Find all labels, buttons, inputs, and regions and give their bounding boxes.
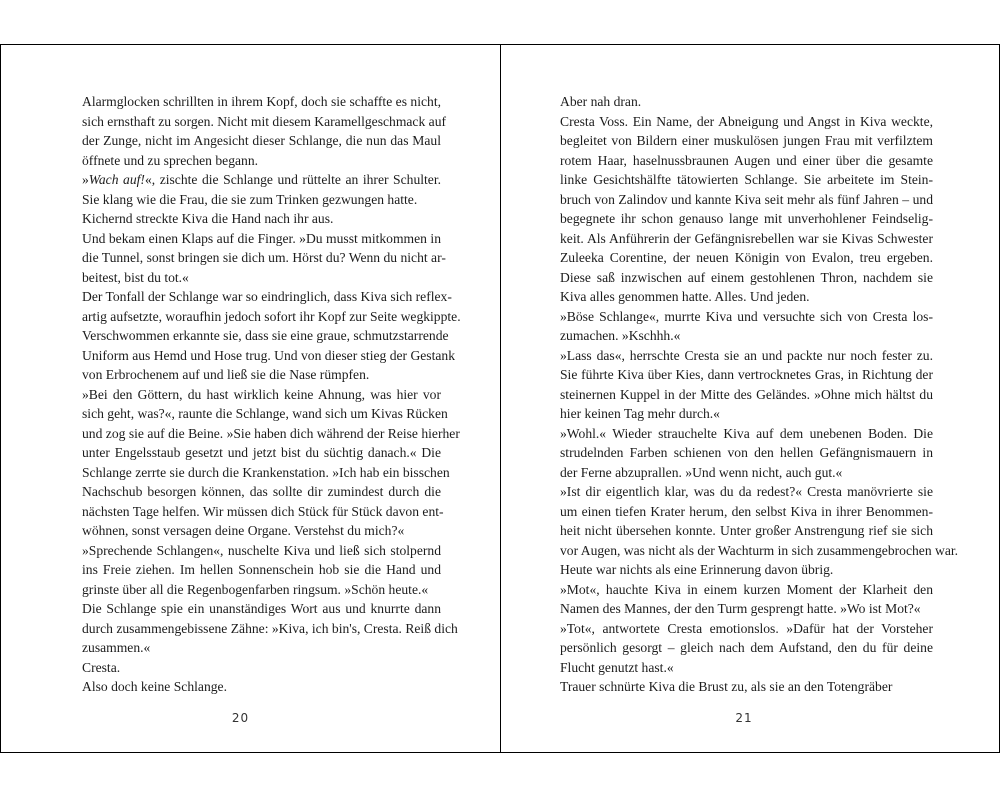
text-line: beitest, bist du tot.« — [82, 269, 189, 285]
text-line: vor Augen, was nicht als der Wachturm in sich zusammengebrochen war. — [560, 542, 959, 558]
text-line: Alarmglocken schrillten in ihrem Kopf, doch sie schaffte es nicht, — [82, 94, 441, 109]
text-line: linke Gesichtshälfte tätowierten Schlange. Sie arbeitete im Stein- — [560, 172, 933, 187]
text-line: keit. Als Anführerin der Gefängnisrebellen war sie Kivas Schwester — [560, 230, 933, 246]
text-line: Nachschub besorgen können, das sollte dir zumindest durch die — [82, 484, 441, 499]
right-page-text — [560, 92, 959, 697]
left-page-text — [82, 92, 461, 697]
text-line: »Wohl.« Wieder strauchelte Kiva auf dem unebenen Boden. Die — [560, 425, 933, 441]
text-line: begleitet von Bildern einer muskulösen jungen Frau mit verfilztem — [560, 133, 933, 148]
text-line: Verschwommen erkannte sie, dass sie eine graue, schmutzstarrende — [82, 328, 449, 343]
text-line: Cresta Voss. Ein Name, der Abneigung und Angst in Kiva weckte, — [560, 113, 933, 129]
text-line: Cresta. — [82, 659, 121, 675]
text-line: Namen des Mannes, der den Turm gesprengt hatte. »Wo ist Mot?« — [560, 601, 921, 616]
text-line: nächsten Tage helfen. Wir müssen dich Stück für Stück davon ent- — [82, 503, 444, 519]
left-page-number: 20 — [231, 711, 250, 725]
text-line: Die Schlange spie ein unanständiges Wort aus und knurrte dann — [82, 601, 441, 616]
book-spread — [0, 44, 1000, 753]
text-line: »Bei den Göttern, du hast wirklich keine Ahnung, was hier vor — [82, 386, 441, 402]
right-page-number: 21 — [735, 711, 753, 725]
text-line: sich geht, was?«, raunte die Schlange, wand sich um Kivas Rücken — [82, 406, 448, 421]
text-line: und zog sie auf die Beine. »Sie haben dich während der Reise hierher — [82, 425, 460, 441]
text-line: der Zunge, nicht im Angesicht dieser Schlange, die nun das Maul — [82, 133, 441, 148]
text-line: »Sprechende Schlangen«, nuschelte Kiva und ließ sich stolpernd — [82, 542, 441, 558]
text-line: artig aufsetzte, woraufhin jedoch sofort ihr Kopf zur Seite wegkippte. — [82, 308, 461, 324]
text-line: der Ferne abzuprallen. »Und wenn nicht, auch gut.« — [560, 464, 843, 480]
text-line: persönlich gesorgt – gleich nach dem Aufstand, den du für deine — [560, 640, 933, 655]
text-line: Uniform aus Hemd und Hose trug. Und von dieser stieg der Gestank — [82, 347, 455, 363]
text-line: Diese saß inzwischen auf einem gestohlenen Thron, nachdem sie — [560, 269, 933, 285]
text-line: »Mot«, hauchte Kiva in einem kurzen Moment der Klarheit den — [560, 581, 933, 597]
text-line: Zuleeka Corentine, der neuen Königin von Evalon, treu ergeben. — [560, 250, 933, 265]
text-line: Trauer schnürte Kiva die Brust zu, als sie an den Totengräber — [560, 679, 893, 694]
text-line: Flucht genutzt hast.« — [560, 659, 674, 675]
text-line: »Böse Schlange«, murrte Kiva und versuchte sich von Cresta los- — [560, 308, 933, 324]
text-line: Also doch keine Schlange. — [82, 679, 227, 694]
text-line: Sie führte Kiva über Kies, dann vertrocknetes Gras, in Richtung der — [560, 367, 933, 382]
text-line: Heute war nichts als eine Erinnerung davon übrig. — [560, 562, 834, 577]
text-line: »Lass das«, herrschte Cresta sie an und packte nur noch fester zu. — [560, 347, 933, 363]
text-line: hier keinen Tag mehr durch.« — [560, 406, 720, 421]
text-line: rotem Haar, haselnussbraunen Augen und einer über die gesamte — [560, 152, 933, 168]
text-line: Aber nah dran. — [560, 94, 642, 109]
text-line: wöhnen, sonst versagen deine Organe. Verstehst du mich?« — [82, 523, 405, 538]
left-page — [0, 45, 500, 752]
text-line: unter Engelsstaub gesetzt und jetzt bist du süchtig danach.« Die — [82, 445, 441, 460]
text-line: Kichernd streckte Kiva die Hand nach ihr aus. — [82, 211, 334, 226]
right-page — [500, 45, 1000, 752]
text-line: Der Tonfall der Schlange war so eindringlich, dass Kiva sich reflex- — [82, 289, 452, 304]
text-line: strudelnden Farben schienen von den hellen Gefängnismauern in — [560, 445, 933, 460]
text-line: zumachen. »Kschhh.« — [560, 328, 681, 343]
text-line: Kiva alles genommen hatte. Alles. Und jeden. — [560, 289, 810, 304]
text-line: von Erbrochenem auf und ließ sie die Nase rümpfen. — [82, 367, 370, 382]
text-line: sich ernsthaft zu sorgen. Nicht mit diesem Karamellgeschmack auf — [82, 113, 447, 129]
text-line: durch zusammengebissene Zähne: »Kiva, ich bin's, Cresta. Reiß dich — [82, 620, 458, 636]
text-line: ins Freie ziehen. Im hellen Sonnenschein hob sie die Hand und — [82, 562, 441, 577]
text-line: Und bekam einen Klaps auf die Finger. »Du musst mitkommen in — [82, 230, 441, 246]
text-line: öffnete und zu sprechen begann. — [82, 152, 259, 168]
text-line: um einen tiefen Krater herum, den selbst Kiva in ihrer Benommen- — [560, 503, 933, 519]
text-line: bruch von Zalindov und kannte Kiva seit mehr als fünf Jahren – und — [560, 191, 933, 207]
text-line: grinste über all die Regenbogenfarben ringsum. »Schön heute.« — [82, 581, 429, 597]
text-line: heit nicht übersehen konnte. Unter großer Anstrengung rief sie sich — [560, 523, 933, 538]
text-line: »Tot«, antwortete Cresta emotionslos. »Dafür hat der Vorsteher — [560, 620, 933, 636]
text-line: begegnete ihr schon genauso lange mit unverhohlener Feindselig- — [560, 211, 933, 226]
text-line: Schlange zerrte sie durch die Krankenstation. »Ich hab ein bisschen — [82, 464, 450, 480]
text-line: steinernen Kuppel in der Mitte des Geländes. »Ohne mich hältst du — [560, 386, 933, 402]
text-line: »Ist dir eigentlich klar, was du da redest?« Cresta manövrierte sie — [560, 484, 933, 499]
text-line: die Tunnel, sonst bringen sie dich um. Hörst du? Wenn du nicht ar- — [82, 250, 446, 265]
text-line: Sie klang wie die Frau, die sie zum Trinken gezwungen hatte. — [82, 191, 418, 207]
text-line: »Wach auf!«, zischte die Schlange und rüttelte an ihrer Schulter. — [82, 172, 442, 187]
text-line: zusammen.« — [82, 640, 151, 655]
